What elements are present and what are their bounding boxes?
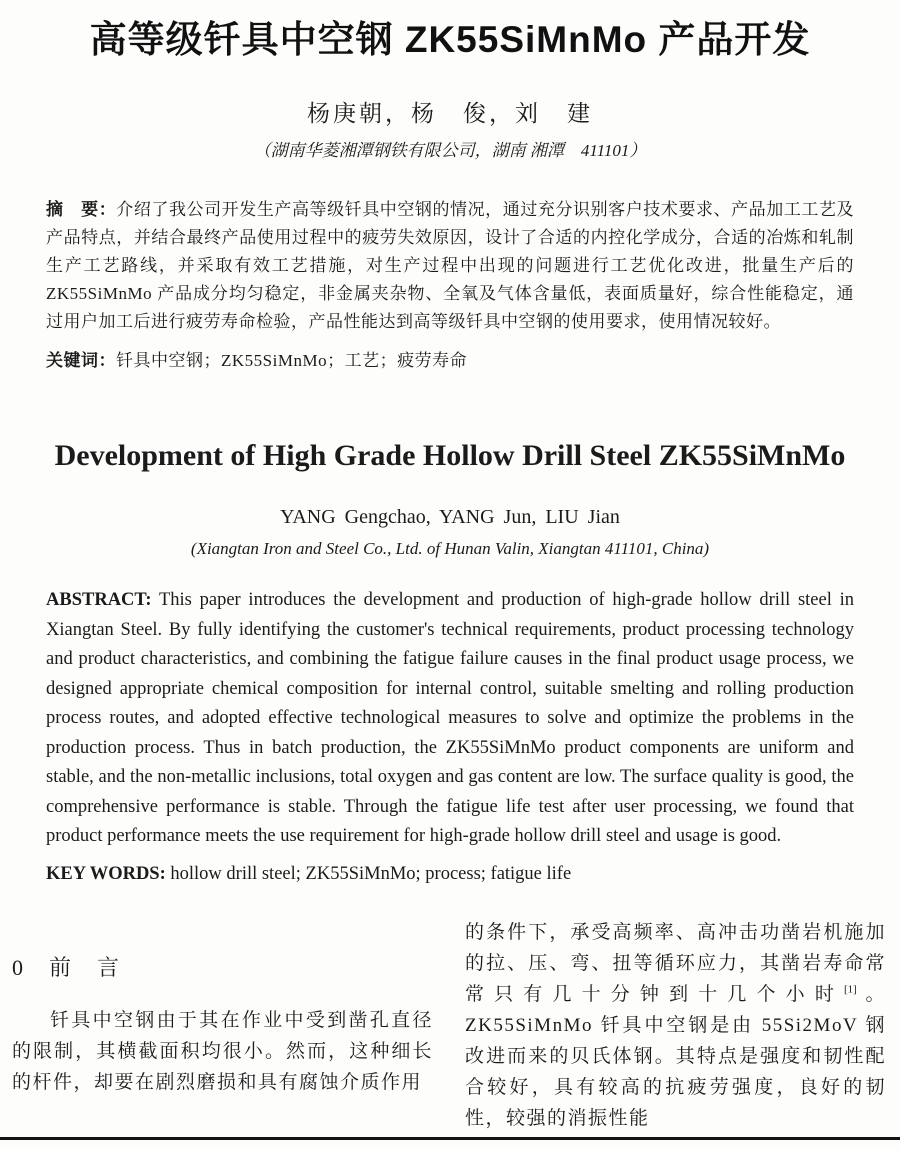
body-column-left <box>12 915 433 1150</box>
intro-right-text-after-ref: 。ZK55SiMnMo 钎具中空钢是由 55Si2MoV 钢改进而来的贝氏体钢。其特点是强度和韧性配合较好，具有较高的抗疲劳强度，良好的韧性，较强的消振性能 <box>465 983 886 1129</box>
keywords-en-text: hollow drill steel; ZK55SiMnMo; process; fatigue life <box>170 863 572 884</box>
authors-en: YANG Gengchao, YANG Jun, LIU Jian <box>280 506 620 528</box>
abstract-zh <box>46 196 854 336</box>
two-column-body <box>12 915 886 1150</box>
abstract-en-text: This paper introduces the development and production of high-grade hollow drill steel in Xiangtan Steel. By fully identifying the customer's technical requirements, product processing technology and product characteristics, and combining the fatigue failure causes in the final product usage process, we designed appropriate chemical composition for internal control, suitable smelting and rolling production process routes, and adopted effective technological measures to solve and optimize the problems in the production process. Thus in batch production, the ZK55SiMnMo product components are uniform and stable, and the non-metallic inclusions, total oxygen and gas content are low. The surface quality is good, the comprehensive performance is stable. Through the fatigue life test after user processing, we found that product performance meets the use requirement for high-grade hollow drill steel and usage is good. <box>46 590 855 846</box>
paper-title-en: Development of High Grade Hollow Drill Steel ZK55SiMnMo <box>54 439 846 472</box>
page-bottom-scan-rule <box>0 1137 900 1140</box>
authors-zh: 杨庚朝，杨 俊，刘 建 <box>307 101 593 126</box>
body-column-right <box>465 915 886 1150</box>
keywords-zh-text: 钎具中空钢；ZK55SiMnMo；工艺；疲劳寿命 <box>116 351 468 370</box>
abstract-zh-text: 介绍了我公司开发生产高等级钎具中空钢的情况，通过充分识别客户技术要求、产品加工工艺及产品特点，并结合最终产品使用过程中的疲劳失效原因，设计了合适的内控化学成分，合适的冶炼和轧制生产工艺路线，并采取有效工艺措施，对生产过程中出现的问题进行工艺优化改进，批量生产后的 ZK55SiMnMo 产品成分均匀稳定，非金属夹杂物、全氧及气体含量低，表面质量好，综合性能稳定，通过用户加工后进行疲劳寿命检验，产品性能达到高等级钎具中空钢的使用要求，使用情况较好。 <box>46 200 855 331</box>
section-0-heading: 0 前 言 <box>12 954 122 980</box>
affiliation-zh: （湖南华菱湘潭钢铁有限公司，湖南 湘潭 411101） <box>253 141 647 160</box>
keywords-en-label: KEY WORDS: <box>46 863 166 884</box>
abstract-en <box>46 586 854 852</box>
keywords-zh <box>46 348 854 374</box>
abstract-en-label: ABSTRACT: <box>46 590 152 610</box>
intro-paragraph-left: 钎具中空钢由于其在作业中受到凿孔直径的限制，其横截面积均很小。然而，这种细长的杆件，却要在剧烈磨损和具有腐蚀介质作用 <box>12 1009 433 1093</box>
citation-ref-1: [1] <box>844 983 857 996</box>
intro-paragraph-right <box>465 917 886 1134</box>
affiliation-en: (Xiangtan Iron and Steel Co., Ltd. of Hunan Valin, Xiangtan 411101, China) <box>190 539 710 558</box>
abstract-zh-label: 摘 要： <box>46 200 117 219</box>
intro-right-text-before-ref: 的条件下，承受高频率、高冲击功凿岩机施加的拉、压、弯、扭等循环应力，其凿岩寿命常常只有几十分钟到十几个小时 <box>465 921 886 1005</box>
keywords-en <box>46 860 854 889</box>
paper-title-zh: 高等级钎具中空钢 ZK55SiMnMo 产品开发 <box>89 19 811 60</box>
keywords-zh-label: 关键词： <box>46 351 116 370</box>
